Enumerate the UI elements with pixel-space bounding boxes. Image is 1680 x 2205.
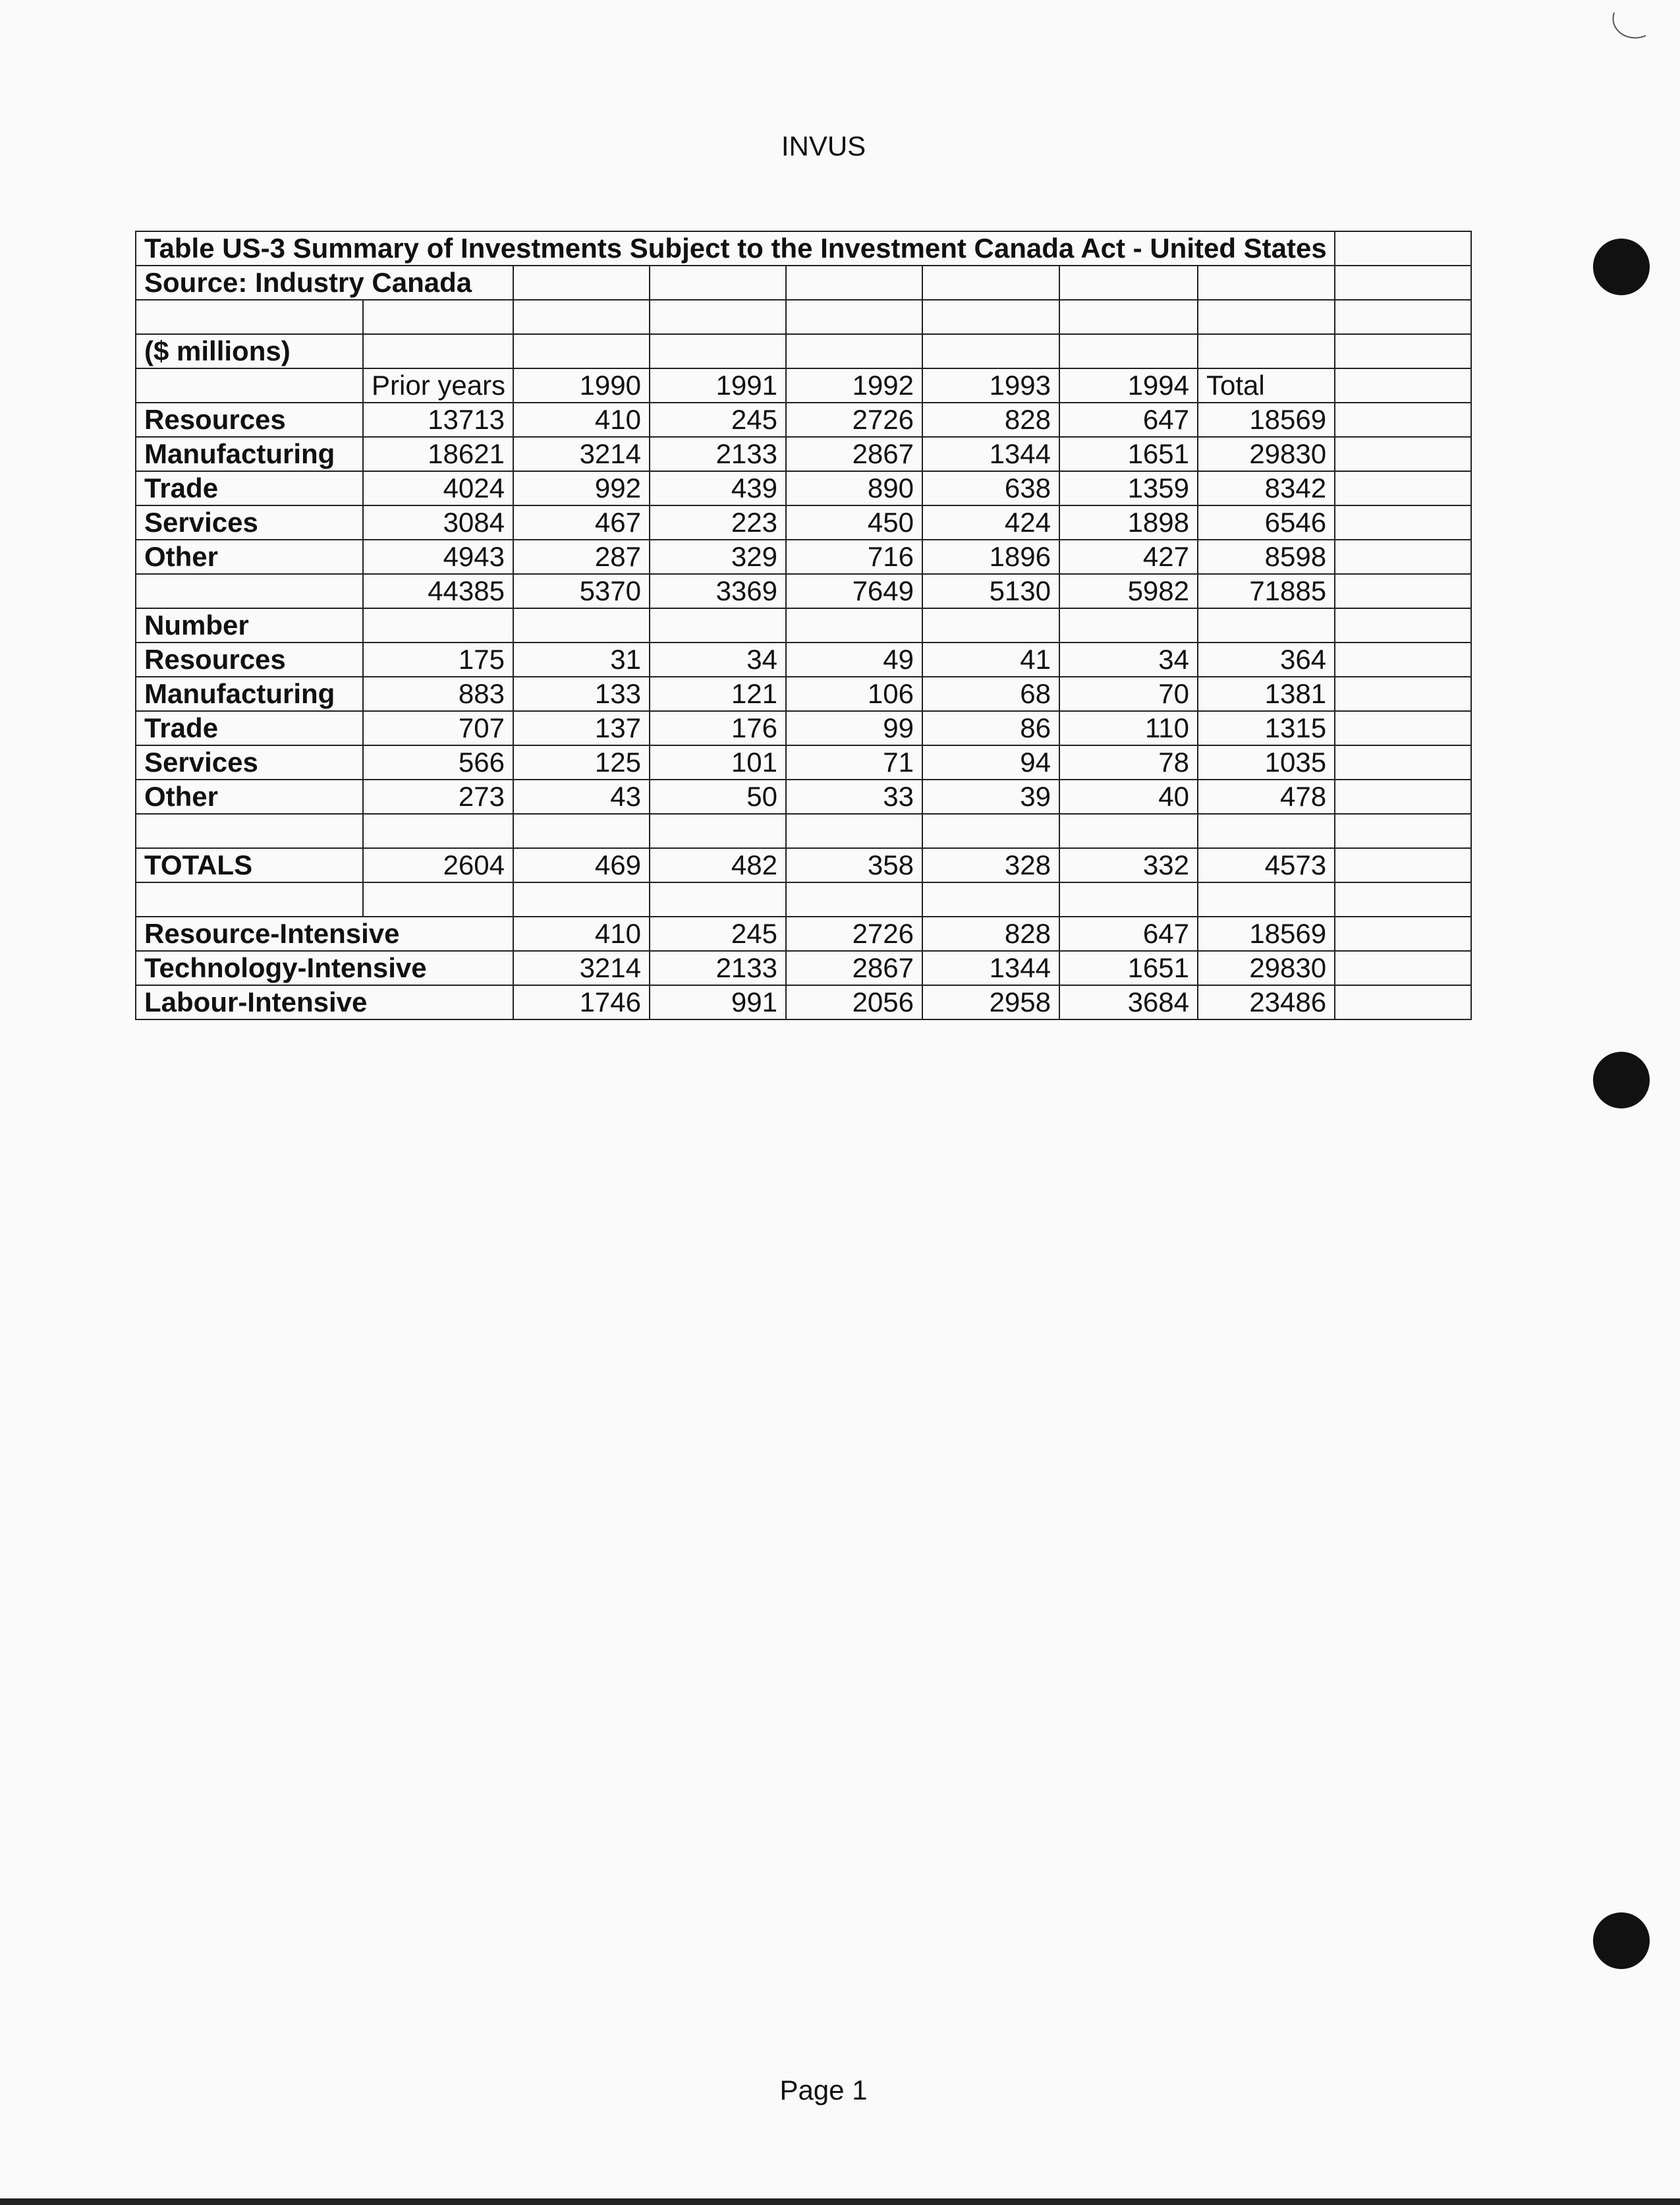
- row-label: Technology-Intensive: [136, 951, 513, 985]
- table-row: [136, 745, 1471, 780]
- empty-cell: [1335, 231, 1471, 266]
- table-cell: 890: [786, 471, 922, 505]
- table-cell: 3214: [513, 437, 650, 471]
- table-cell: 1035: [1198, 745, 1335, 780]
- row-label: Trade: [136, 471, 363, 505]
- investment-summary-table: [135, 231, 1472, 1020]
- table-cell: 1344: [922, 951, 1059, 985]
- table-cell: 1359: [1059, 471, 1198, 505]
- table-cell: 329: [650, 540, 786, 574]
- table-cell: 245: [650, 403, 786, 437]
- blank-row: [136, 300, 1471, 334]
- table-cell: 40: [1059, 780, 1198, 814]
- table-cell: 175: [363, 643, 513, 677]
- table-cell: 31: [513, 643, 650, 677]
- table-cell: 7649: [786, 574, 922, 608]
- column-header: 1991: [650, 368, 786, 403]
- table-cell: 4573: [1198, 848, 1335, 882]
- table-cell: 70: [1059, 677, 1198, 711]
- row-label: Resources: [136, 643, 363, 677]
- table-cell: 716: [786, 540, 922, 574]
- table-cell: 287: [513, 540, 650, 574]
- table-cell: 33: [786, 780, 922, 814]
- row-label: Services: [136, 745, 363, 780]
- table-cell: 2726: [786, 403, 922, 437]
- table-cell: 410: [513, 917, 650, 951]
- value-subtotal-row: [136, 574, 1471, 608]
- table-cell: 18569: [1198, 917, 1335, 951]
- column-header: 1992: [786, 368, 922, 403]
- table-cell: 647: [1059, 403, 1198, 437]
- row-label: Resources: [136, 403, 363, 437]
- table-cell: 68: [922, 677, 1059, 711]
- table-cell: 176: [650, 711, 786, 745]
- table-cell: 245: [650, 917, 786, 951]
- table-source-row: [136, 266, 1471, 300]
- table-cell: 34: [1059, 643, 1198, 677]
- table-row: [136, 437, 1471, 471]
- table-cell: 110: [1059, 711, 1198, 745]
- table-cell: 427: [1059, 540, 1198, 574]
- column-header: Prior years: [363, 368, 513, 403]
- table-cell: 3369: [650, 574, 786, 608]
- units-row: [136, 334, 1471, 368]
- table-cell: 2958: [922, 985, 1059, 1019]
- table-cell: 18569: [1198, 403, 1335, 437]
- table-cell: 638: [922, 471, 1059, 505]
- table-title-row: [136, 231, 1471, 266]
- table-cell: 2133: [650, 437, 786, 471]
- table-cell: 125: [513, 745, 650, 780]
- table-cell: 137: [513, 711, 650, 745]
- blank-row: [136, 814, 1471, 848]
- table-cell: 3084: [363, 505, 513, 540]
- table-cell: 364: [1198, 643, 1335, 677]
- table-cell: 3214: [513, 951, 650, 985]
- table-cell: 41: [922, 643, 1059, 677]
- table-cell: 3684: [1059, 985, 1198, 1019]
- table-cell: 13713: [363, 403, 513, 437]
- table-cell: 478: [1198, 780, 1335, 814]
- table-cell: 44385: [363, 574, 513, 608]
- table-cell: 273: [363, 780, 513, 814]
- table-source: Source: Industry Canada: [136, 266, 513, 300]
- table-cell: 39: [922, 780, 1059, 814]
- table-cell: 106: [786, 677, 922, 711]
- table-cell: 133: [513, 677, 650, 711]
- table-cell: 439: [650, 471, 786, 505]
- row-label: Resource-Intensive: [136, 917, 513, 951]
- corner-scribble-mark: [1608, 9, 1654, 49]
- row-label: Other: [136, 540, 363, 574]
- table-cell: 450: [786, 505, 922, 540]
- units-label: ($ millions): [136, 334, 363, 368]
- table-cell: 883: [363, 677, 513, 711]
- table-cell: 4943: [363, 540, 513, 574]
- table-cell: 467: [513, 505, 650, 540]
- table-cell: 828: [922, 403, 1059, 437]
- table-cell: 2867: [786, 437, 922, 471]
- table-row: [136, 505, 1471, 540]
- table-cell: 1746: [513, 985, 650, 1019]
- table-cell: 223: [650, 505, 786, 540]
- table-title: Table US-3 Summary of Investments Subject to the Investment Canada Act - United States: [136, 231, 1335, 266]
- table-cell: 8342: [1198, 471, 1335, 505]
- table-row: [136, 917, 1471, 951]
- table-cell: 707: [363, 711, 513, 745]
- page-header: INVUS: [781, 130, 866, 161]
- table-cell: 992: [513, 471, 650, 505]
- table-cell: 4024: [363, 471, 513, 505]
- table-cell: 29830: [1198, 437, 1335, 471]
- column-header: 1994: [1059, 368, 1198, 403]
- table-cell: 410: [513, 403, 650, 437]
- punch-hole-bottom: [1593, 1912, 1650, 1969]
- table-cell: 86: [922, 711, 1059, 745]
- table-cell: 5370: [513, 574, 650, 608]
- punch-hole-top: [1593, 239, 1650, 295]
- table-cell: 2056: [786, 985, 922, 1019]
- table-cell: 6546: [1198, 505, 1335, 540]
- row-label: Manufacturing: [136, 437, 363, 471]
- row-label: TOTALS: [136, 848, 363, 882]
- table-cell: 23486: [1198, 985, 1335, 1019]
- row-label: Services: [136, 505, 363, 540]
- table-cell: 78: [1059, 745, 1198, 780]
- table-cell: 99: [786, 711, 922, 745]
- punch-hole-middle: [1593, 1052, 1650, 1108]
- table-cell: 1344: [922, 437, 1059, 471]
- table-cell: 94: [922, 745, 1059, 780]
- table-row: [136, 643, 1471, 677]
- page-footer: Page 1: [779, 2075, 868, 2105]
- table-cell: 828: [922, 917, 1059, 951]
- table-cell: 482: [650, 848, 786, 882]
- table-row: [136, 711, 1471, 745]
- table-cell: 29830: [1198, 951, 1335, 985]
- table-cell: 358: [786, 848, 922, 882]
- table-cell: 101: [650, 745, 786, 780]
- table-cell: 2726: [786, 917, 922, 951]
- table-cell: 1898: [1059, 505, 1198, 540]
- table-cell: 991: [650, 985, 786, 1019]
- table-cell: 121: [650, 677, 786, 711]
- table-cell: 566: [363, 745, 513, 780]
- scan-bottom-edge: [0, 2198, 1680, 2205]
- table-cell: 1896: [922, 540, 1059, 574]
- table-cell: 49: [786, 643, 922, 677]
- row-label: Manufacturing: [136, 677, 363, 711]
- blank-row: [136, 882, 1471, 917]
- table-cell: 1381: [1198, 677, 1335, 711]
- table-cell: 1651: [1059, 437, 1198, 471]
- table-cell: 2867: [786, 951, 922, 985]
- table-cell: 50: [650, 780, 786, 814]
- table-cell: 5130: [922, 574, 1059, 608]
- table-cell: 71: [786, 745, 922, 780]
- table-cell: 18621: [363, 437, 513, 471]
- table-row: [136, 951, 1471, 985]
- number-heading: Number: [136, 608, 363, 643]
- column-header: Total: [1198, 368, 1335, 403]
- table-row: [136, 471, 1471, 505]
- table-cell: 1651: [1059, 951, 1198, 985]
- table-cell: 424: [922, 505, 1059, 540]
- totals-row: [136, 848, 1471, 882]
- table-cell: 71885: [1198, 574, 1335, 608]
- column-header: 1990: [513, 368, 650, 403]
- table-row: [136, 677, 1471, 711]
- table-cell: 1315: [1198, 711, 1335, 745]
- column-header: 1993: [922, 368, 1059, 403]
- row-label: Labour-Intensive: [136, 985, 513, 1019]
- table-cell: 8598: [1198, 540, 1335, 574]
- table-cell: 2604: [363, 848, 513, 882]
- row-label: Trade: [136, 711, 363, 745]
- table-cell: 2133: [650, 951, 786, 985]
- table-row: [136, 985, 1471, 1019]
- table-row: [136, 780, 1471, 814]
- table-row: [136, 403, 1471, 437]
- table-row: [136, 540, 1471, 574]
- number-heading-row: [136, 608, 1471, 643]
- column-header-row: [136, 368, 1471, 403]
- table-cell: 328: [922, 848, 1059, 882]
- table-cell: 34: [650, 643, 786, 677]
- table-cell: 43: [513, 780, 650, 814]
- table-cell: 469: [513, 848, 650, 882]
- table-cell: 5982: [1059, 574, 1198, 608]
- table-cell: 647: [1059, 917, 1198, 951]
- row-label: Other: [136, 780, 363, 814]
- table-cell: 332: [1059, 848, 1198, 882]
